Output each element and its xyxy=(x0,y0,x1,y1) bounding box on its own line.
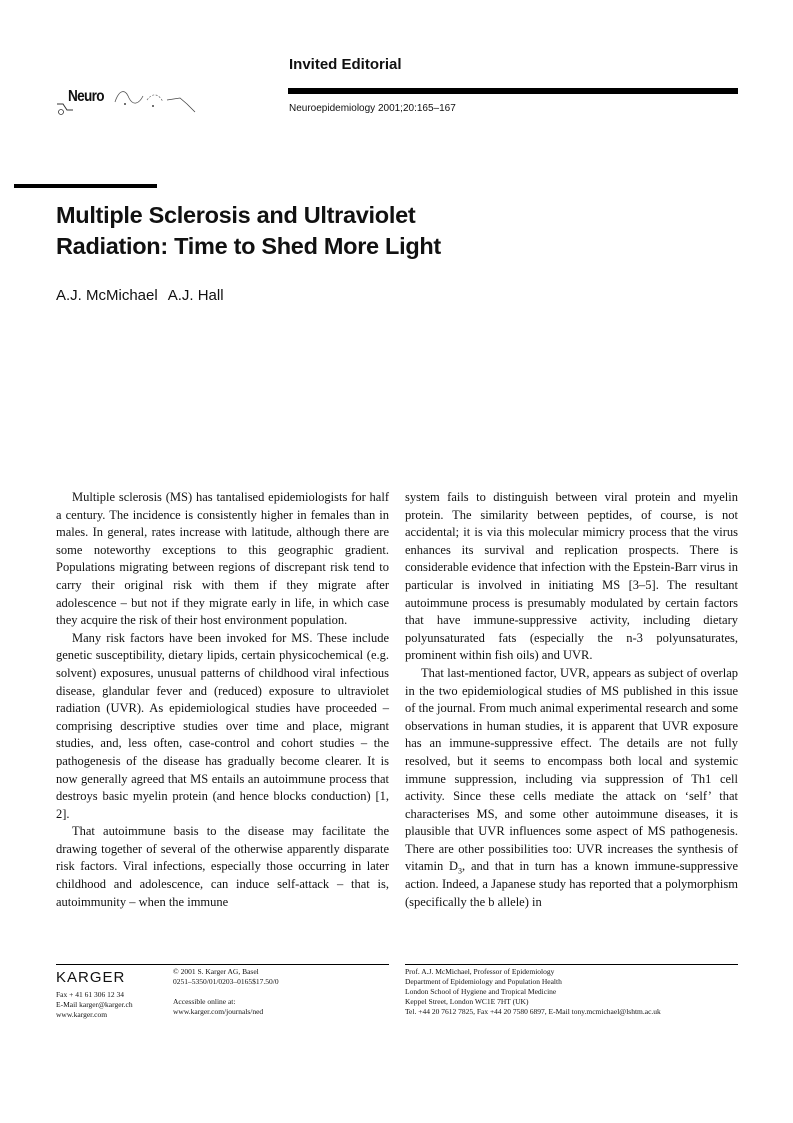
body-paragraph: Multiple sclerosis (MS) has tantalised epidemiologists for half a century. The incidence is consistently higher in females than in males. In general, rates increase with latitude, although there are some noteworthy exceptions to this geographic gradient. Populations migrating between regions of discrepant risk tend to carry their original risk with them if they migrate after adolescence – but not if they migrate early in life, in which case they acquire the risk of their host environment population. xyxy=(56,490,389,628)
publisher-email: E-Mail karger@karger.ch xyxy=(56,1000,133,1009)
body-paragraph: system fails to distinguish between viral protein and myelin protein. The similarity between peptides, of course, is not accidental; it is via this molecular mimicry process that the virus enhances its survival and replication prospects. There is considerable evidence that infection with the Epstein-Barr virus in particular is involved in initiating MS [3–5]. The resultant autoimmune process is presumably modulated by certain factors that have immune-suppressive activity, including dietary polyunsaturated fats (especially the n-3 polyunsaturates, prominent within fish oils) and UVR. xyxy=(405,490,738,663)
journal-logo-text: Neuro xyxy=(68,88,104,105)
body-paragraph xyxy=(405,665,738,911)
section-label: Invited Editorial xyxy=(289,56,402,73)
author-name: A.J. McMichael xyxy=(56,287,158,304)
publisher-contact xyxy=(56,990,133,1020)
author-list xyxy=(56,287,224,304)
publisher-web: www.karger.com xyxy=(56,1010,108,1019)
footer-rule xyxy=(405,964,738,965)
body-paragraph: Many risk factors have been invoked for MS. These include genetic susceptibility, dietary lipids, certain physicochemical (e.g. solvent) exposures, unusual patterns of childhood viral infectious disease, glandular fever and (reduced) exposure to ultraviolet radiation (UVR). As epidemiological studies have proceeded – comprising descriptive studies over time and place, migrant studies, and, less often, case-control and cohort studies – the pathogenesis of the disease has gradually become clearer. It is now generally agreed that MS entails an autoimmune process that destroys basic myelin protein (and hence blocks conduction) [1, 2]. xyxy=(56,630,389,821)
subscript: 3 xyxy=(458,866,463,876)
header-rule xyxy=(288,88,738,94)
issn-line: 0251–5350/01/0203–0165$17.50/0 xyxy=(173,977,279,986)
copyright-block xyxy=(173,967,279,987)
publisher-logo: KARGER xyxy=(56,969,126,986)
correspondence-block xyxy=(405,967,661,1017)
article-title xyxy=(56,200,656,262)
online-label: Accessible online at: xyxy=(173,997,236,1006)
corr-contact: Tel. +44 20 7612 7825, Fax +44 20 7580 6897, E-Mail tony.mcmichael@lshtm.ac.uk xyxy=(405,1007,661,1016)
corr-name: Prof. A.J. McMichael, Professor of Epidemiology xyxy=(405,967,555,976)
author-name: A.J. Hall xyxy=(167,287,224,304)
title-rule xyxy=(14,184,157,188)
copyright-line: © 2001 S. Karger AG, Basel xyxy=(173,967,259,976)
body-column-left xyxy=(56,489,389,911)
corr-school: London School of Hygiene and Tropical Medicine xyxy=(405,987,557,996)
corr-dept: Department of Epidemiology and Population Health xyxy=(405,977,562,986)
online-url: www.karger.com/journals/ned xyxy=(173,1007,264,1016)
title-line-2: Radiation: Time to Shed More Light xyxy=(56,233,441,259)
corr-address: Keppel Street, London WC1E 7HT (UK) xyxy=(405,997,529,1006)
title-line-1: Multiple Sclerosis and Ultraviolet xyxy=(56,202,416,228)
body-column-right xyxy=(405,489,738,911)
publisher-fax: Fax + 41 61 306 12 34 xyxy=(56,990,124,999)
footer-rule xyxy=(56,964,389,965)
body-text: , and that in turn has a known immune-suppressive action. Indeed, a Japanese study has reported that a polymorphism (specifically the b allele) in xyxy=(405,859,738,909)
body-text: That last-mentioned factor, UVR, appears as subject of overlap in the two epidemiological studies of MS published in this issue of the journal. From much animal experimental research and some observations in human studies, it is apparent that UVR exposure has an immune-suppressive effect. The details are not fully resolved, but it seems to encompass both local and systemic immune suppression, including via suppression of Th1 cell activity. Since these cells mediate the attack on ‘self’ that characterises MS, and some other autoimmune diseases, it is plausible that UVR influences some aspect of MS pathogenesis. There are other possibilities too: UVR increases the synthesis of vitamin D xyxy=(405,665,738,874)
online-access xyxy=(173,997,263,1017)
body-paragraph: That autoimmune basis to the disease may facilitate the drawing together of several of the otherwise apparently disparate risk factors. Viral infections, especially those occurring in later childhood and adolescence, can induce self-attack – that is, autoimmunity – when the immune xyxy=(56,824,389,909)
journal-reference: Neuroepidemiology 2001;20:165–167 xyxy=(289,103,456,114)
